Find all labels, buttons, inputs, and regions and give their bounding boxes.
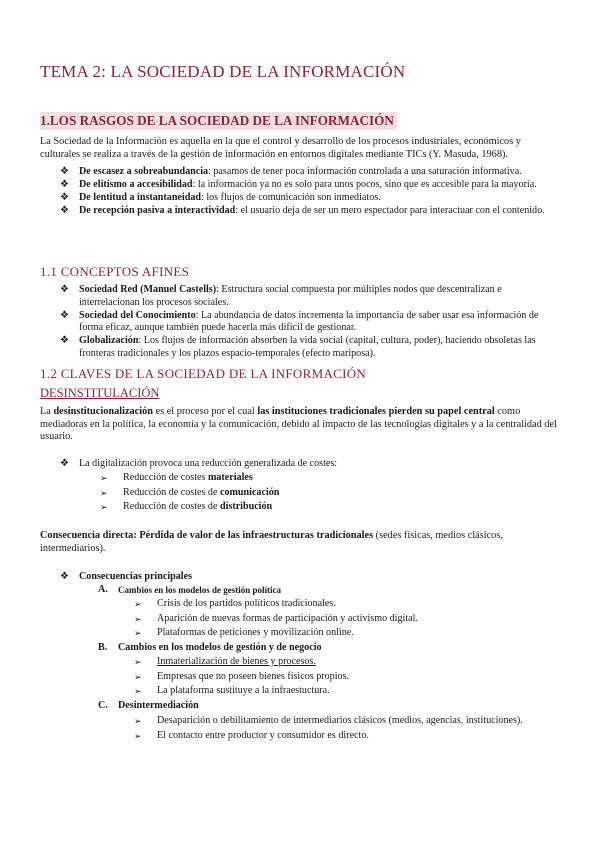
list-item: ➢ Empresas que no poseen bienes físicos propios. <box>134 670 349 685</box>
diamond-bullet-icon: ❖ <box>60 309 69 321</box>
arrow-bullet-icon: ➢ <box>134 657 142 667</box>
group-a-list <box>134 597 418 641</box>
list-item: ❖ De elitismo a accesibilidad: la información ya no es solo para unos pocos, sino que es accesible para la mayoría. <box>60 179 537 191</box>
group-b-label: Cambios en los modelos de gestión y de negocio <box>118 642 322 653</box>
list-item: ❖ Sociedad del Conocimiento: La abundancia de datos incrementa la importancia de saber usar esa información de forma eficaz, aunque también puede hacerla más difícil de gestionar. <box>60 309 539 334</box>
section-1-intro: La Sociedad de la Información es aquella en la que el control y desarrollo de los procesos industriales, económicos y culturales se realiza a través de la gestión de información en entornos digitales mediante TICs (Y. Masuda, 1968). <box>40 136 521 160</box>
group-c-list <box>134 714 523 743</box>
section-1-list <box>60 166 560 218</box>
list-item: ❖ Globalización: Los flujos de información absorben la vida social (capital, cultura, poder), haciendo obsoletas las fronteras tradicionales y los plazos espacio-temporales (efecto mariposa). <box>60 335 536 359</box>
diamond-bullet-icon: ❖ <box>60 571 69 582</box>
arrow-bullet-icon: ➢ <box>100 487 108 498</box>
arrow-bullet-icon: ➢ <box>134 686 142 697</box>
section-1-2-heading: 1.2 CLAVES DE LA SOCIEDAD DE LA INFORMACIÓN <box>40 366 367 381</box>
definition-paragraph: La desinstitucionalización es el proceso por el cual las instituciones tradicionales pierden su papel central como mediadoras en la política, la economía y la comunicación, debido al impacto de las tecnologías digitales y a la centralidad del usuario. <box>40 406 557 443</box>
list-item: ➢ Plataformas de peticiones y movilización online. <box>134 626 418 641</box>
arrow-bullet-icon: ➢ <box>134 613 142 624</box>
list-item: ➢ Crisis de los partidos políticos tradicionales. <box>134 597 418 612</box>
arrow-bullet-icon: ➢ <box>134 599 142 609</box>
diamond-bullet-icon: ❖ <box>60 166 69 177</box>
group-b-letter: B. <box>98 642 108 653</box>
section-1-1-list <box>60 284 560 361</box>
costs-list <box>100 471 279 515</box>
list-item: ➢ Reducción de costes de distribución <box>100 500 279 515</box>
list-item: ➢ Aparición de nuevas formas de participación y activismo digital. <box>134 612 418 627</box>
page-title: TEMA 2: LA SOCIEDAD DE LA INFORMACIÓN <box>40 62 406 81</box>
diamond-bullet-icon: ❖ <box>60 192 69 204</box>
diamond-bullet-icon: ❖ <box>60 205 69 217</box>
list-item: ❖ Sociedad Red (Manuel Castells): Estructura social compuesta por múltiples nodos que descentralizan e interrelacionan los procesos sociales. <box>60 284 502 308</box>
group-a-label: Cambios en los modelos de gestión política <box>118 585 282 595</box>
arrow-bullet-icon: ➢ <box>134 628 142 639</box>
section-1-1-heading: 1.1 CONCEPTOS AFINES <box>40 264 190 279</box>
list-item: ➢ El contacto entre productor y consumidor es directo. <box>134 729 523 744</box>
list-item: ➢ Reducción de costes materiales <box>100 471 279 486</box>
list-item: ❖ La digitalización provoca una reducción generalizada de costes: <box>60 458 338 469</box>
list-item: ❖ De lentitud a instantaneidad: los flujos de comunicación son inmediatos. <box>60 192 381 204</box>
arrow-bullet-icon: ➢ <box>134 716 142 726</box>
list-item: ❖ De escasez a sobreabundancia: pasamos de tener poca información controlada a una saturación informativa. <box>60 166 522 177</box>
arrow-bullet-icon: ➢ <box>134 671 142 682</box>
consequence-paragraph: Consecuencia directa: Pérdida de valor de las infraestructuras tradicionales (sedes físicas, medios clásicos, intermediarios). <box>40 530 503 554</box>
arrow-bullet-icon: ➢ <box>100 473 108 483</box>
arrow-bullet-icon: ➢ <box>134 730 142 741</box>
list-item: ❖ De recepción pasiva a interactividad: el usuario deja de ser un mero espectador para interactuar con el contenido. <box>60 205 545 217</box>
group-c-label: Desintermediación <box>118 700 199 711</box>
list-item: ➢ Inmaterialización de bienes y procesos. <box>134 655 349 670</box>
desinstitucion-subheading: DESINSTITULACIÓN <box>40 386 160 400</box>
list-item: ➢ Desaparición o debilitamiento de intermediarios clásicos (medios, agencias, instituciones). <box>134 714 523 729</box>
list-item: ➢ La plataforma sustituye a la infraestuctura. <box>134 684 349 699</box>
group-c-letter: C. <box>98 700 108 711</box>
diamond-bullet-icon: ❖ <box>60 179 69 191</box>
list-item: ➢ Reducción de costes de comunicación <box>100 486 279 501</box>
arrow-bullet-icon: ➢ <box>100 502 108 513</box>
consequences-heading-list <box>60 571 560 584</box>
group-b-list <box>134 655 349 699</box>
diamond-bullet-icon: ❖ <box>60 284 69 295</box>
digitalization-list <box>60 458 560 471</box>
group-a-letter: A. <box>98 584 108 595</box>
diamond-bullet-icon: ❖ <box>60 458 69 469</box>
section-1-heading: 1.LOS RASGOS DE LA SOCIEDAD DE LA INFORMACIÓN <box>40 112 397 130</box>
diamond-bullet-icon: ❖ <box>60 335 69 347</box>
list-item: ❖ Consecuencias principales <box>60 571 192 582</box>
